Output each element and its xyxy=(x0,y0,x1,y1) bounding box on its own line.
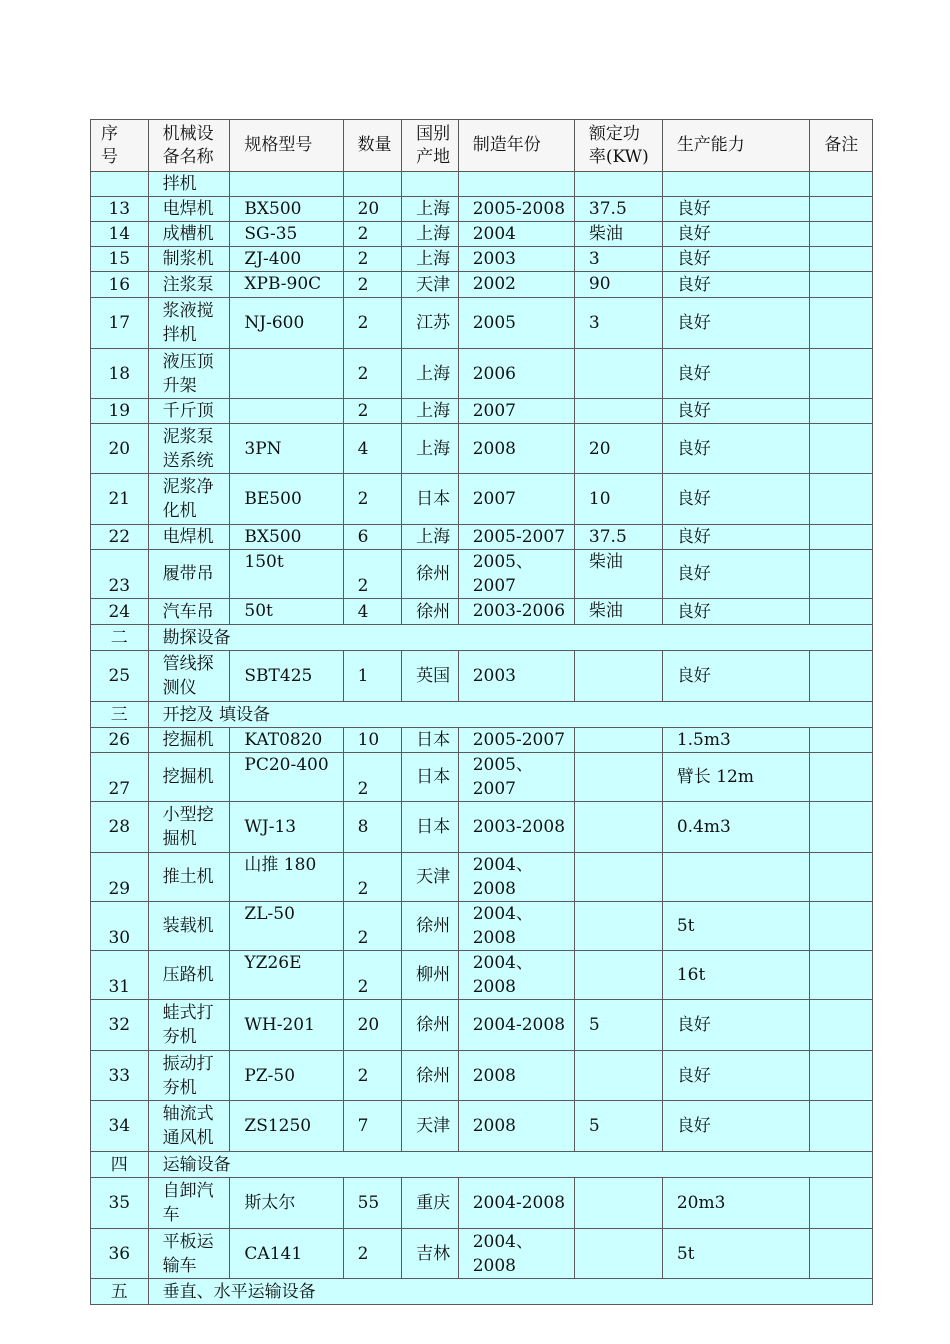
cell-remarks xyxy=(810,599,873,625)
cell-capacity: 良好 xyxy=(662,474,810,525)
section-number: 二 xyxy=(91,625,149,651)
section-title: 勘探设备 xyxy=(148,625,872,651)
cell-index: 35 xyxy=(91,1178,149,1229)
cell-year: 2003-2006 xyxy=(458,599,574,625)
cell-quantity: 2 xyxy=(343,222,402,247)
cell-quantity: 2 xyxy=(343,1051,402,1101)
cell-quantity: 2 xyxy=(343,298,402,349)
cell-index: 14 xyxy=(91,222,149,247)
table-row xyxy=(91,753,873,802)
cell-origin: 天津 xyxy=(402,1101,459,1152)
cell-year xyxy=(458,172,574,197)
header-quantity: 数量 xyxy=(343,120,402,172)
cell-capacity: 良好 xyxy=(662,1051,810,1101)
cell-year: 2004、2008 xyxy=(458,1229,574,1279)
table-row xyxy=(91,525,873,550)
cell-power: 5 xyxy=(574,1000,662,1051)
cell-remarks xyxy=(810,525,873,550)
cell-origin: 重庆 xyxy=(402,1178,459,1229)
header-equipment-name: 机械设 备名称 xyxy=(148,120,230,172)
cell-quantity xyxy=(343,172,402,197)
cell-remarks xyxy=(810,298,873,349)
cell-capacity: 良好 xyxy=(662,247,810,272)
cell-remarks xyxy=(810,349,873,399)
cell-index: 24 xyxy=(91,599,149,625)
cell-year: 2004、2008 xyxy=(458,902,574,951)
cell-year: 2008 xyxy=(458,1051,574,1101)
cell-year: 2005 xyxy=(458,298,574,349)
cell-remarks xyxy=(810,1229,873,1279)
cell-capacity: 良好 xyxy=(662,222,810,247)
cell-equipment-name: 装载机 xyxy=(148,902,230,951)
table-row xyxy=(91,222,873,247)
cell-power: 20 xyxy=(574,424,662,474)
cell-index: 32 xyxy=(91,1000,149,1051)
cell-equipment-name: 压路机 xyxy=(148,951,230,1000)
table-row xyxy=(91,728,873,753)
cell-remarks xyxy=(810,1051,873,1101)
cell-remarks xyxy=(810,1178,873,1229)
cell-index: 23 xyxy=(91,550,149,599)
cell-remarks xyxy=(810,902,873,951)
cell-quantity: 20 xyxy=(343,197,402,222)
cell-model: XPB-90C xyxy=(230,272,343,298)
cell-power: 37.5 xyxy=(574,197,662,222)
cell-capacity: 5t xyxy=(662,902,810,951)
cell-year: 2003 xyxy=(458,247,574,272)
cell-remarks xyxy=(810,853,873,902)
cell-model: PZ-50 xyxy=(230,1051,343,1101)
cell-equipment-name: 泥浆泵 送系统 xyxy=(148,424,230,474)
cell-year: 2007 xyxy=(458,399,574,424)
cell-equipment-name: 挖掘机 xyxy=(148,753,230,802)
table-row xyxy=(91,424,873,474)
cell-quantity: 2 xyxy=(343,902,402,951)
cell-index xyxy=(91,172,149,197)
cell-model: NJ-600 xyxy=(230,298,343,349)
cell-equipment-name: 泥浆净 化机 xyxy=(148,474,230,525)
cell-power xyxy=(574,728,662,753)
cell-index: 19 xyxy=(91,399,149,424)
cell-quantity: 20 xyxy=(343,1000,402,1051)
cell-origin: 上海 xyxy=(402,197,459,222)
cell-equipment-name: 自卸汽 车 xyxy=(148,1178,230,1229)
section-number: 三 xyxy=(91,702,149,728)
cell-index: 36 xyxy=(91,1229,149,1279)
header-capacity: 生产能力 xyxy=(662,120,810,172)
cell-index: 21 xyxy=(91,474,149,525)
equipment-table xyxy=(90,119,873,1305)
cell-quantity: 2 xyxy=(343,1229,402,1279)
cell-remarks xyxy=(810,951,873,1000)
cell-year: 2005、2007 xyxy=(458,753,574,802)
cell-equipment-name: 推土机 xyxy=(148,853,230,902)
cell-origin: 徐州 xyxy=(402,1000,459,1051)
cell-capacity: 良好 xyxy=(662,197,810,222)
cell-remarks xyxy=(810,172,873,197)
cell-capacity: 良好 xyxy=(662,1000,810,1051)
cell-capacity: 良好 xyxy=(662,424,810,474)
cell-power xyxy=(574,651,662,702)
cell-origin: 日本 xyxy=(402,474,459,525)
header-remarks: 备注 xyxy=(810,120,873,172)
cell-capacity: 5t xyxy=(662,1229,810,1279)
cell-index: 20 xyxy=(91,424,149,474)
table-row xyxy=(91,197,873,222)
table-row xyxy=(91,474,873,525)
cell-equipment-name: 履带吊 xyxy=(148,550,230,599)
cell-equipment-name: 电焊机 xyxy=(148,197,230,222)
cell-model: SG-35 xyxy=(230,222,343,247)
cell-origin: 上海 xyxy=(402,222,459,247)
cell-capacity: 良好 xyxy=(662,550,810,599)
cell-year: 2002 xyxy=(458,272,574,298)
cell-equipment-name: 电焊机 xyxy=(148,525,230,550)
cell-origin: 天津 xyxy=(402,853,459,902)
header-power: 额定功 率(KW) xyxy=(574,120,662,172)
cell-remarks xyxy=(810,424,873,474)
cell-capacity: 臂长 12m xyxy=(662,753,810,802)
cell-power: 3 xyxy=(574,298,662,349)
table-row xyxy=(91,272,873,298)
cell-model: 150t xyxy=(230,550,343,599)
cell-origin: 柳州 xyxy=(402,951,459,1000)
cell-model: YZ26E xyxy=(230,951,343,1000)
cell-quantity: 1 xyxy=(343,651,402,702)
cell-equipment-name: 振动打 夯机 xyxy=(148,1051,230,1101)
table-row xyxy=(91,802,873,853)
cell-index: 28 xyxy=(91,802,149,853)
cell-index: 27 xyxy=(91,753,149,802)
cell-quantity: 6 xyxy=(343,525,402,550)
cell-quantity: 2 xyxy=(343,753,402,802)
cell-year: 2004、2008 xyxy=(458,951,574,1000)
cell-model: ZL-50 xyxy=(230,902,343,951)
cell-year: 2008 xyxy=(458,1101,574,1152)
cell-origin: 徐州 xyxy=(402,1051,459,1101)
cell-power xyxy=(574,853,662,902)
cell-year: 2005、2007 xyxy=(458,550,574,599)
cell-capacity: 16t xyxy=(662,951,810,1000)
cell-capacity: 良好 xyxy=(662,599,810,625)
cell-origin: 上海 xyxy=(402,349,459,399)
cell-equipment-name: 蛙式打 夯机 xyxy=(148,1000,230,1051)
cell-remarks xyxy=(810,651,873,702)
cell-model xyxy=(230,172,343,197)
cell-origin: 上海 xyxy=(402,399,459,424)
cell-quantity: 2 xyxy=(343,247,402,272)
cell-power: 37.5 xyxy=(574,525,662,550)
table-header-row xyxy=(91,120,873,172)
header-index: 序 号 xyxy=(91,120,149,172)
cell-equipment-name: 拌机 xyxy=(148,172,230,197)
cell-equipment-name: 平板运 输车 xyxy=(148,1229,230,1279)
cell-quantity: 4 xyxy=(343,424,402,474)
cell-power: 90 xyxy=(574,272,662,298)
cell-model: 斯太尔 xyxy=(230,1178,343,1229)
cell-power: 柴油 xyxy=(574,550,662,599)
cell-origin xyxy=(402,172,459,197)
cell-remarks xyxy=(810,753,873,802)
cell-origin: 上海 xyxy=(402,525,459,550)
section-title: 垂直、水平运输设备 xyxy=(148,1279,872,1305)
section-row xyxy=(91,1279,873,1305)
cell-capacity xyxy=(662,172,810,197)
cell-remarks xyxy=(810,474,873,525)
cell-capacity: 1.5m3 xyxy=(662,728,810,753)
cell-power xyxy=(574,951,662,1000)
cell-index: 17 xyxy=(91,298,149,349)
cell-year: 2005-2007 xyxy=(458,525,574,550)
cell-model: 3PN xyxy=(230,424,343,474)
table-row xyxy=(91,399,873,424)
header-origin: 国别 产地 xyxy=(402,120,459,172)
cell-remarks xyxy=(810,197,873,222)
cell-year: 2004、2008 xyxy=(458,853,574,902)
table-row xyxy=(91,853,873,902)
cell-index: 18 xyxy=(91,349,149,399)
cell-power: 柴油 xyxy=(574,599,662,625)
table-row xyxy=(91,1101,873,1152)
cell-equipment-name: 成槽机 xyxy=(148,222,230,247)
section-title: 运输设备 xyxy=(148,1152,872,1178)
cell-power xyxy=(574,1051,662,1101)
cell-equipment-name: 制浆机 xyxy=(148,247,230,272)
table-row xyxy=(91,1000,873,1051)
cell-model xyxy=(230,349,343,399)
cell-year: 2005-2008 xyxy=(458,197,574,222)
table-row xyxy=(91,349,873,399)
cell-year: 2004-2008 xyxy=(458,1178,574,1229)
cell-origin: 日本 xyxy=(402,728,459,753)
section-title: 开挖及 填设备 xyxy=(148,702,872,728)
section-number: 四 xyxy=(91,1152,149,1178)
cell-year: 2008 xyxy=(458,424,574,474)
cell-quantity: 8 xyxy=(343,802,402,853)
cell-origin: 徐州 xyxy=(402,902,459,951)
table-row xyxy=(91,1051,873,1101)
cell-quantity: 2 xyxy=(343,272,402,298)
cell-equipment-name: 小型挖 掘机 xyxy=(148,802,230,853)
cell-year: 2004-2008 xyxy=(458,1000,574,1051)
cell-index: 31 xyxy=(91,951,149,1000)
cell-capacity: 良好 xyxy=(662,349,810,399)
section-row xyxy=(91,625,873,651)
cell-equipment-name: 轴流式 通风机 xyxy=(148,1101,230,1152)
cell-quantity: 2 xyxy=(343,853,402,902)
table-row xyxy=(91,902,873,951)
cell-quantity: 2 xyxy=(343,550,402,599)
cell-origin: 吉林 xyxy=(402,1229,459,1279)
cell-model: CA141 xyxy=(230,1229,343,1279)
cell-origin: 天津 xyxy=(402,272,459,298)
cell-index: 26 xyxy=(91,728,149,753)
table-row xyxy=(91,550,873,599)
table-row xyxy=(91,298,873,349)
cell-remarks xyxy=(810,802,873,853)
cell-capacity: 20m3 xyxy=(662,1178,810,1229)
cell-model: SBT425 xyxy=(230,651,343,702)
cell-remarks xyxy=(810,399,873,424)
cell-model: KAT0820 xyxy=(230,728,343,753)
cell-origin: 日本 xyxy=(402,753,459,802)
cell-remarks xyxy=(810,728,873,753)
cell-index: 30 xyxy=(91,902,149,951)
table-row xyxy=(91,1178,873,1229)
cell-index: 33 xyxy=(91,1051,149,1101)
cell-power xyxy=(574,1178,662,1229)
cell-power xyxy=(574,349,662,399)
cell-model: BX500 xyxy=(230,525,343,550)
cell-capacity: 良好 xyxy=(662,399,810,424)
cell-index: 25 xyxy=(91,651,149,702)
cell-power xyxy=(574,1229,662,1279)
cell-capacity: 良好 xyxy=(662,272,810,298)
cell-equipment-name: 管线探 测仪 xyxy=(148,651,230,702)
cell-index: 22 xyxy=(91,525,149,550)
cell-remarks xyxy=(810,1101,873,1152)
cell-equipment-name: 注浆泵 xyxy=(148,272,230,298)
cell-year: 2004 xyxy=(458,222,574,247)
cell-capacity xyxy=(662,853,810,902)
cell-capacity: 良好 xyxy=(662,525,810,550)
table-row xyxy=(91,172,873,197)
cell-index: 13 xyxy=(91,197,149,222)
cell-power: 柴油 xyxy=(574,222,662,247)
cell-remarks xyxy=(810,247,873,272)
header-year: 制造年份 xyxy=(458,120,574,172)
cell-quantity: 2 xyxy=(343,399,402,424)
cell-equipment-name: 挖掘机 xyxy=(148,728,230,753)
cell-capacity: 良好 xyxy=(662,1101,810,1152)
cell-quantity: 2 xyxy=(343,349,402,399)
cell-model: 山推 180 xyxy=(230,853,343,902)
cell-model: BX500 xyxy=(230,197,343,222)
cell-power xyxy=(574,399,662,424)
cell-remarks xyxy=(810,272,873,298)
cell-model: ZJ-400 xyxy=(230,247,343,272)
cell-capacity: 0.4m3 xyxy=(662,802,810,853)
cell-quantity: 2 xyxy=(343,951,402,1000)
header-model: 规格型号 xyxy=(230,120,343,172)
cell-quantity: 2 xyxy=(343,474,402,525)
cell-remarks xyxy=(810,550,873,599)
cell-quantity: 7 xyxy=(343,1101,402,1152)
cell-origin: 上海 xyxy=(402,247,459,272)
section-row xyxy=(91,702,873,728)
cell-origin: 江苏 xyxy=(402,298,459,349)
cell-model xyxy=(230,399,343,424)
cell-remarks xyxy=(810,1000,873,1051)
cell-origin: 英国 xyxy=(402,651,459,702)
cell-index: 15 xyxy=(91,247,149,272)
table-row xyxy=(91,951,873,1000)
cell-model: ZS1250 xyxy=(230,1101,343,1152)
table-row xyxy=(91,1229,873,1279)
cell-equipment-name: 汽车吊 xyxy=(148,599,230,625)
section-row xyxy=(91,1152,873,1178)
cell-power xyxy=(574,172,662,197)
cell-origin: 日本 xyxy=(402,802,459,853)
cell-model: BE500 xyxy=(230,474,343,525)
cell-quantity: 10 xyxy=(343,728,402,753)
cell-origin: 上海 xyxy=(402,424,459,474)
cell-origin: 徐州 xyxy=(402,599,459,625)
cell-power xyxy=(574,902,662,951)
cell-power: 10 xyxy=(574,474,662,525)
cell-remarks xyxy=(810,222,873,247)
cell-index: 29 xyxy=(91,853,149,902)
cell-equipment-name: 千斤顶 xyxy=(148,399,230,424)
section-number: 五 xyxy=(91,1279,149,1305)
cell-power: 3 xyxy=(574,247,662,272)
cell-model: WJ-13 xyxy=(230,802,343,853)
cell-year: 2003 xyxy=(458,651,574,702)
cell-capacity: 良好 xyxy=(662,651,810,702)
cell-equipment-name: 液压顶 升架 xyxy=(148,349,230,399)
cell-year: 2005-2007 xyxy=(458,728,574,753)
cell-origin: 徐州 xyxy=(402,550,459,599)
cell-capacity: 良好 xyxy=(662,298,810,349)
cell-power xyxy=(574,802,662,853)
cell-year: 2007 xyxy=(458,474,574,525)
table-row xyxy=(91,599,873,625)
cell-year: 2006 xyxy=(458,349,574,399)
cell-quantity: 4 xyxy=(343,599,402,625)
cell-power: 5 xyxy=(574,1101,662,1152)
cell-index: 16 xyxy=(91,272,149,298)
table-row xyxy=(91,247,873,272)
cell-power xyxy=(574,753,662,802)
cell-model: WH-201 xyxy=(230,1000,343,1051)
cell-equipment-name: 浆液搅 拌机 xyxy=(148,298,230,349)
cell-quantity: 55 xyxy=(343,1178,402,1229)
table-row xyxy=(91,651,873,702)
cell-model: 50t xyxy=(230,599,343,625)
cell-index: 34 xyxy=(91,1101,149,1152)
cell-year: 2003-2008 xyxy=(458,802,574,853)
cell-model: PC20-400 xyxy=(230,753,343,802)
